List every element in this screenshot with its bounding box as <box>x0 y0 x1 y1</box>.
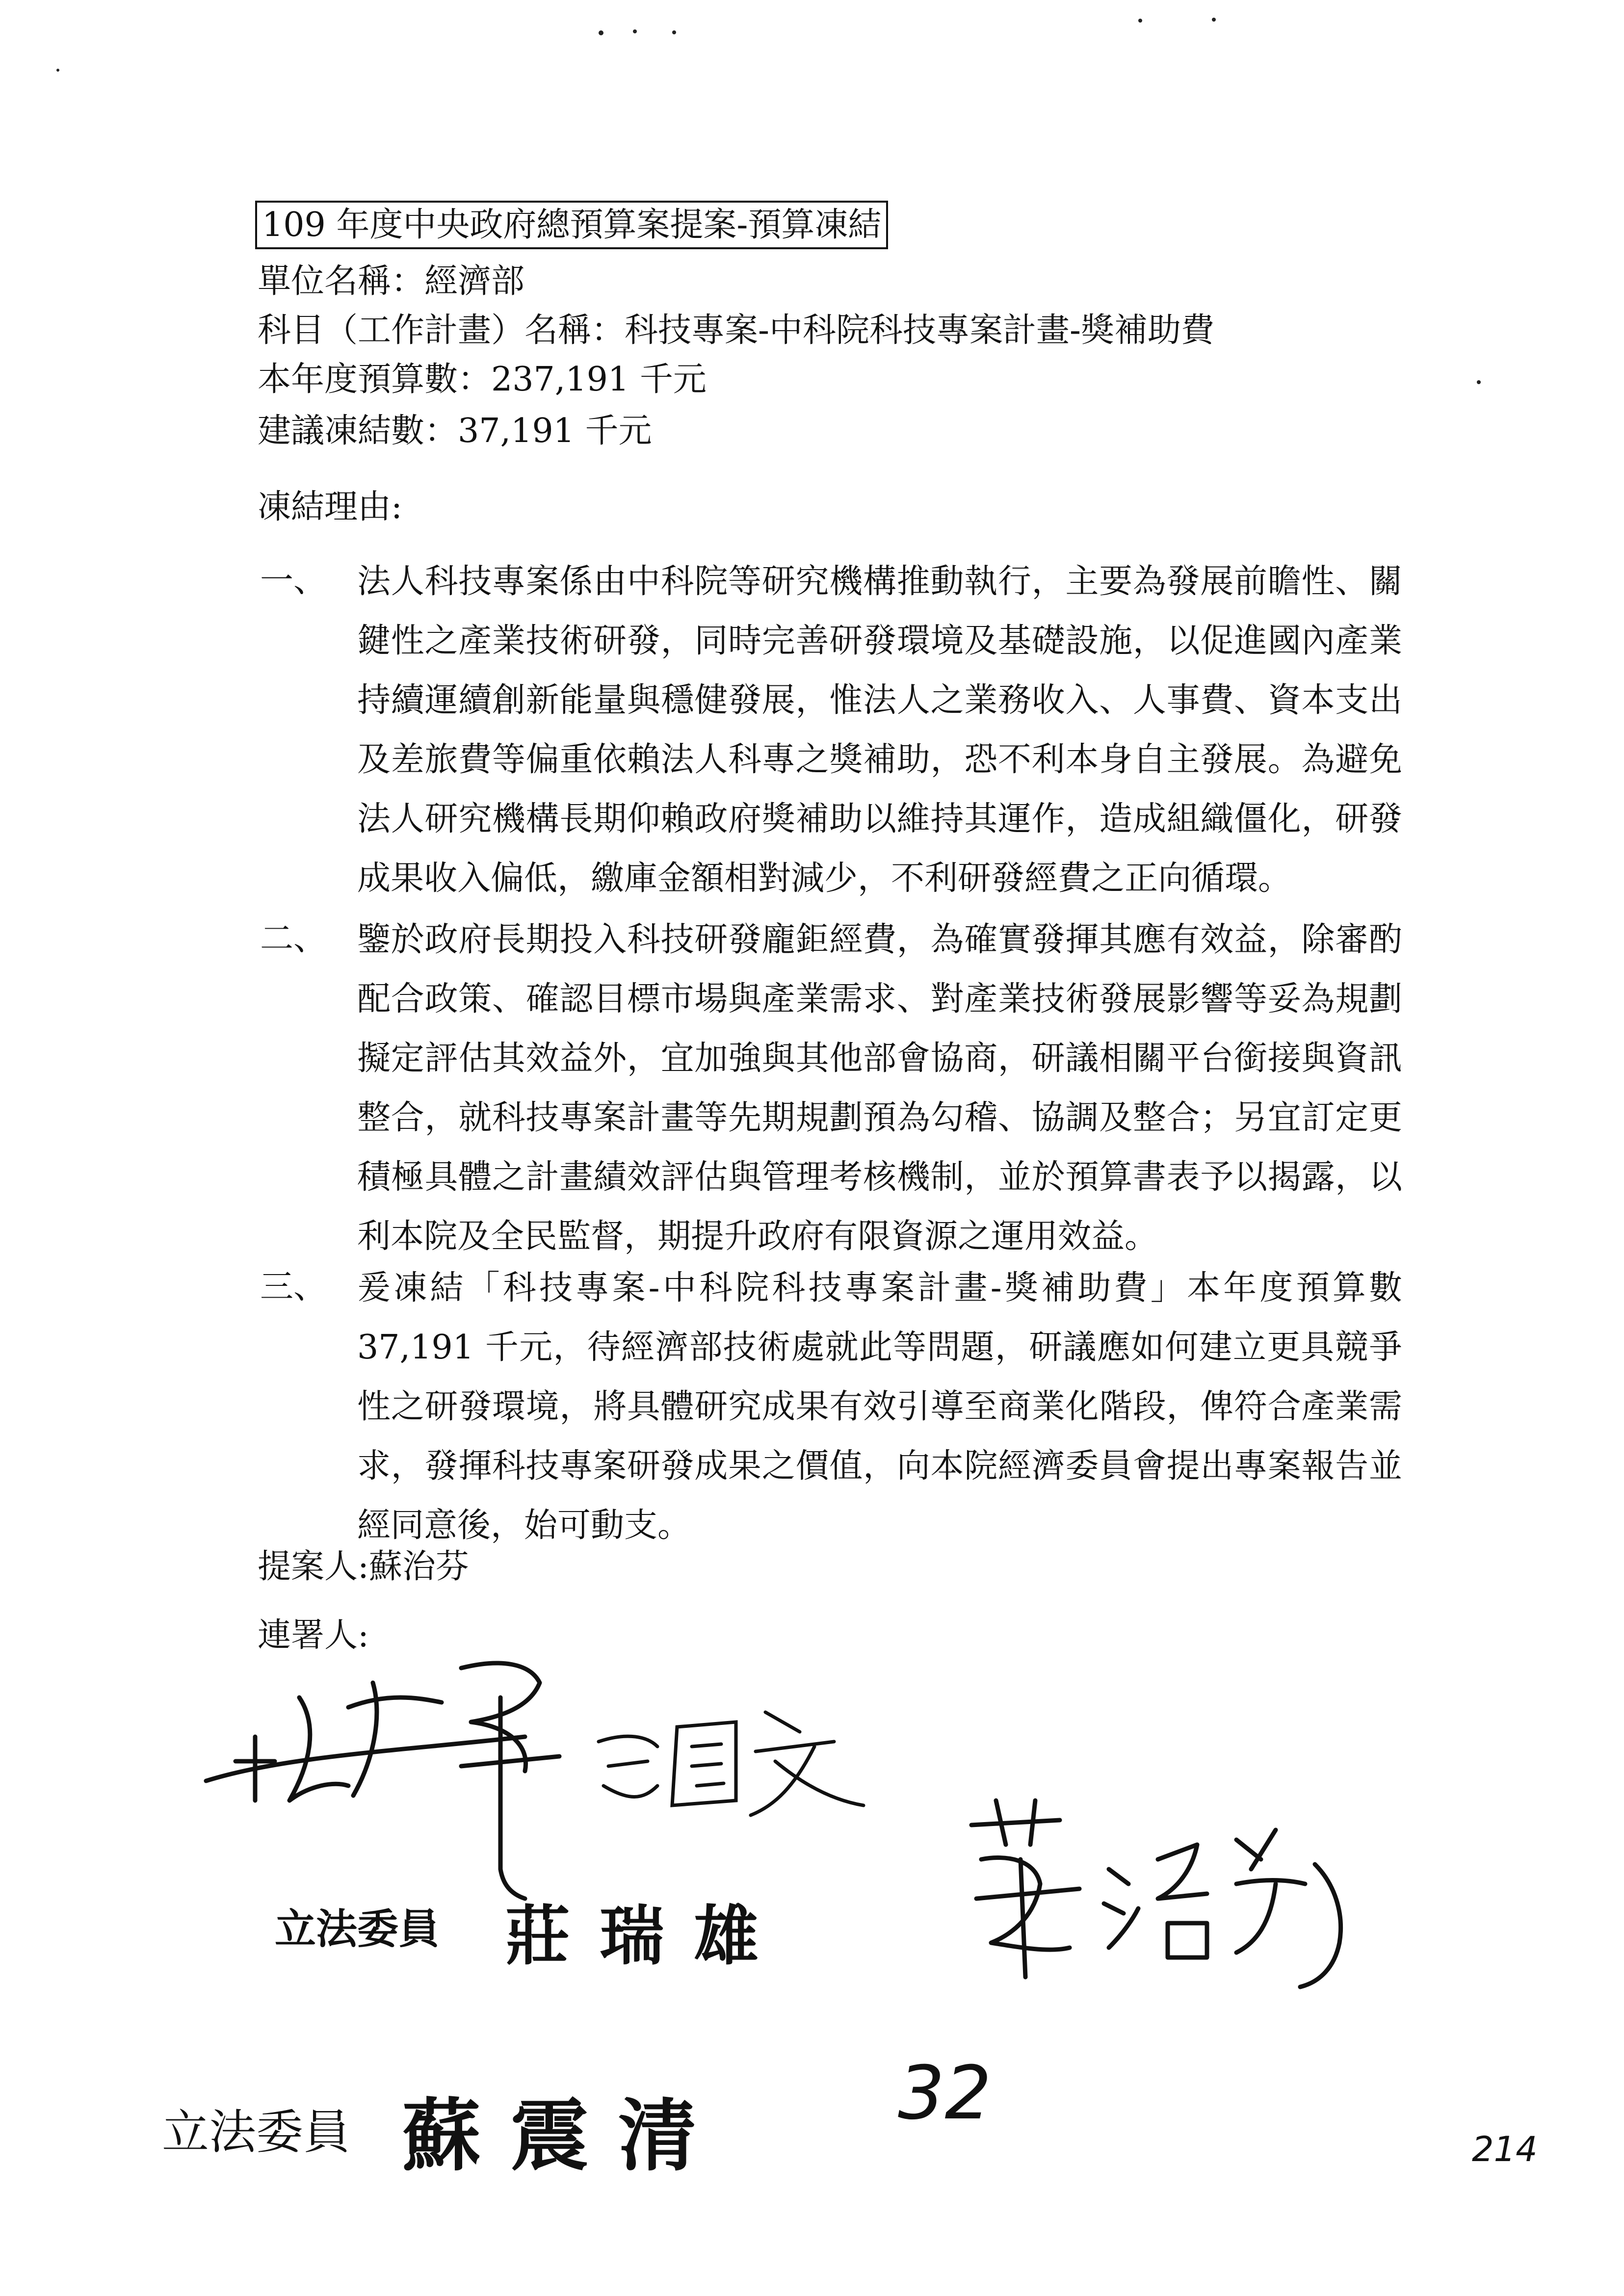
reason-1-marker: 一、 <box>260 561 327 600</box>
reason-2-text: 鑒於政府長期投入科技研發龐鉅經費，為確實發揮其應有效益，除審酌配合政策、確認目標市場與產業需求、對產業技術發展影響等妥為規劃擬定評估其效益外，宜加強與其他部會協商，研議相關平台銜接與資訊整合，就科技專案計畫等先期規劃預為勾稽、協調及整合；另宜訂定更積極具體之計畫績效評估與管理考核機制，並於預算書表予以揭露，以利本院及全民監督，期提升政府有限資源之運用效益。 <box>357 920 1402 1256</box>
stamp-2-label: 立法委員 <box>162 2105 350 2160</box>
reason-3-marker: 三、 <box>260 1268 327 1306</box>
handwritten-number: 32 <box>898 2051 992 2136</box>
document-title: 109 年度中央政府總預算案提案-預算凍結 <box>255 201 888 249</box>
reason-2-marker: 二、 <box>260 919 327 958</box>
reason-1-text: 法人科技專案係由中科院等研究機構推動執行，主要為發展前瞻性、關鍵性之產業技術研發，同時完善研發環境及基礎設施，以促進國內產業持續運續創新能量與穩健發展，惟法人之業務收入、人事費、資本支出及差旅費等偏重依賴法人科專之獎補助，恐不利本身自主發展。為避免法人研究機構長期仰賴政府獎補助以維持其運作，造成組織僵化，研發成果收入偏低，繳庫金額相對減少，不利研發經費之正向循環。 <box>357 562 1402 898</box>
unit-name: 單位名稱：經濟部 <box>258 262 525 301</box>
handwritten-signature-2 <box>962 1786 1364 1992</box>
handwritten-signature-1 <box>186 1639 922 1913</box>
stamp-1-label: 立法委員 <box>275 1905 440 1953</box>
reason-3-text: 爰凍結「科技專案-中科院科技專案計畫-獎補助費」本年度預算數 37,191 千元，待經濟部技術處就此等問題，研議應如何建立更具競爭性之研發環境，將具體研究成果有效引導至商業化階段，俾符合產業需求，發揮科技專案研發成果之價值，向本院經濟委員會提出專案報告並經同意後，始可動支。 <box>357 1269 1402 1545</box>
scan-speck <box>1138 19 1142 23</box>
budget-amount: 本年度預算數：237,191 千元 <box>258 360 707 399</box>
scan-speck <box>56 69 59 72</box>
scan-speck <box>1477 380 1481 384</box>
stamp-1-name: 莊瑞雄 <box>505 1898 788 1974</box>
subject-name: 科目（工作計畫）名稱：科技專案-中科院科技專案計畫-獎補助費 <box>258 311 1214 350</box>
scan-speck <box>599 30 603 35</box>
page-number: 214 <box>1472 2129 1538 2169</box>
document-title-box <box>255 206 888 244</box>
stamp-2-name: 蘇震清 <box>402 2089 727 2182</box>
proposer: 提案人:蘇治芬 <box>258 1547 469 1586</box>
scan-speck <box>1212 18 1216 22</box>
cosigners-label: 連署人: <box>258 1616 369 1655</box>
freeze-amount: 建議凍結數：37,191 千元 <box>258 412 652 450</box>
scan-speck <box>672 30 676 34</box>
reasons-heading: 凍結理由: <box>258 488 402 526</box>
scan-speck <box>633 29 637 33</box>
